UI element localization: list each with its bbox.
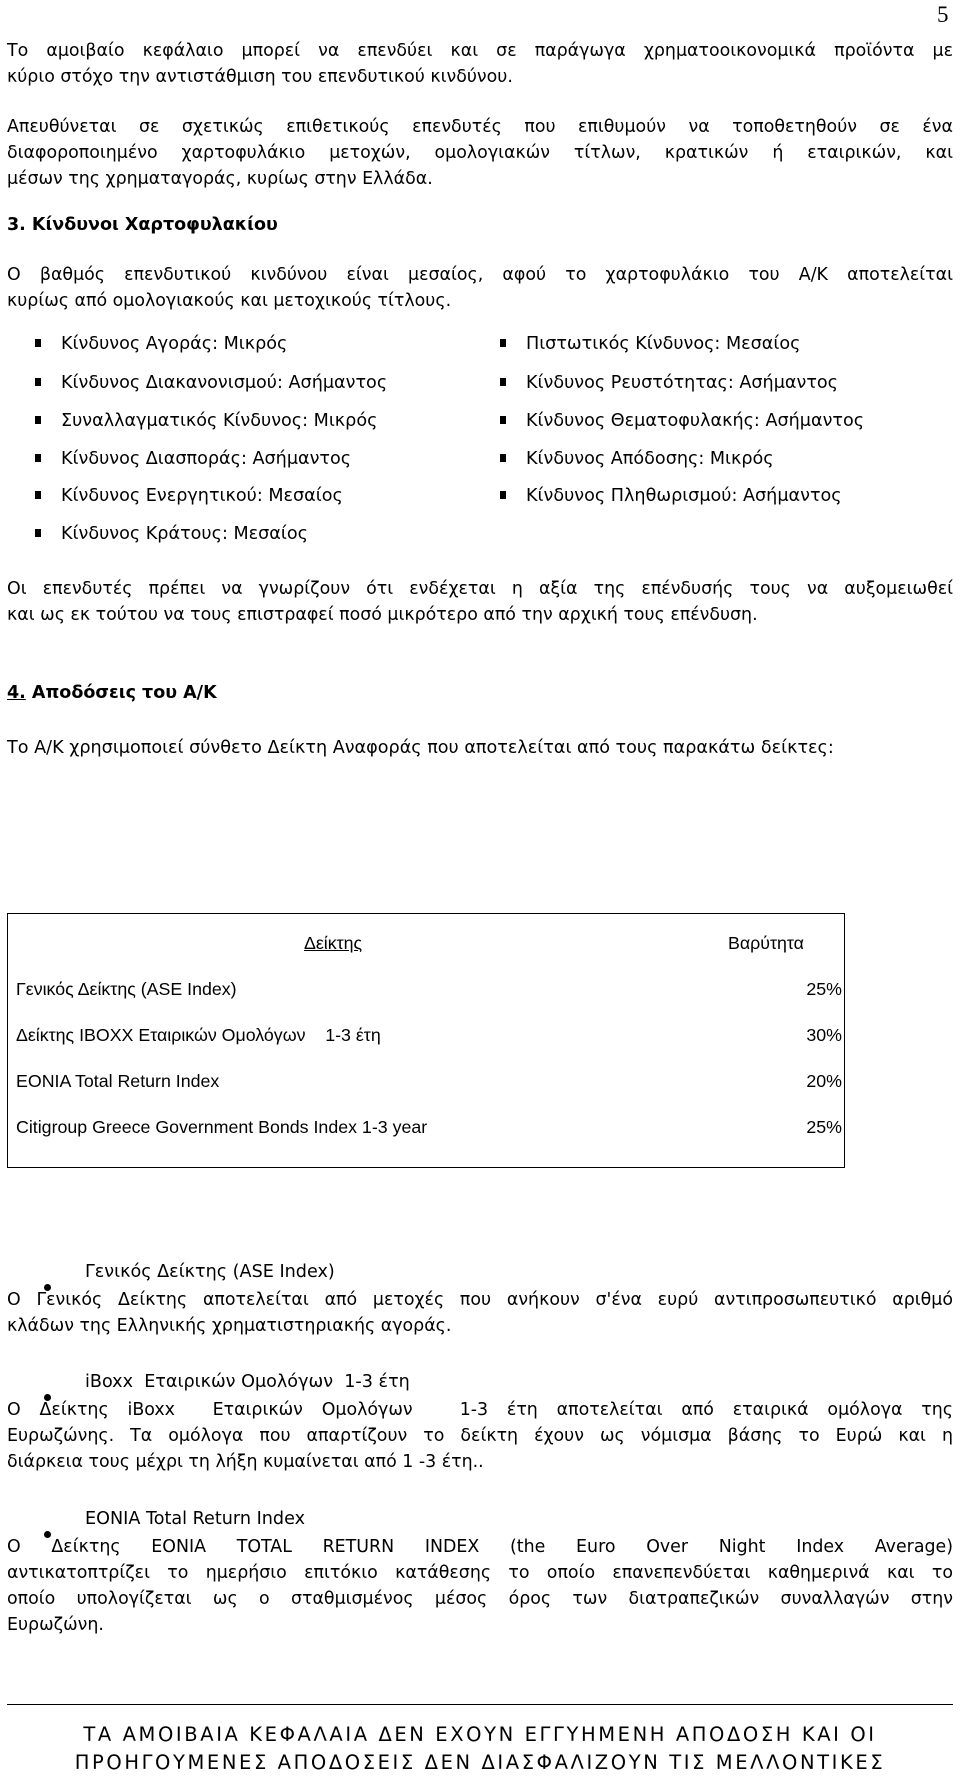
paragraph-line: Απευθύνεται σε σχετικώς επιθετικούς επενδυτές που επιθυμούν να τοποθετηθούν σε ένα: [7, 117, 953, 137]
benchmark-intro: Το Α/Κ χρησιμοποιεί σύνθετο Δείκτη Αναφοράς που αποτελείται από τους παρακάτω δείκτες:: [7, 738, 834, 758]
table-header-weight: Βαρύτητα: [728, 933, 804, 953]
investor-warning-paragraph: [7, 576, 953, 628]
table-cell-weight: 30%: [806, 1025, 842, 1045]
benchmark-table: [7, 913, 845, 1168]
index-title-eonia: EONIA Total Return Index: [85, 1509, 306, 1529]
risk-item-assets: Κίνδυνος Ενεργητικού: Μεσαίος: [35, 486, 343, 506]
table-cell-index: Γενικός Δείκτης (ASE Index): [16, 979, 237, 999]
square-bullet-icon: [500, 454, 506, 462]
risk-item-credit: Πιστωτικός Κίνδυνος: Μεσαίος: [500, 334, 800, 354]
paragraph-line: Ο Δείκτης EONIA TOTAL RETURN INDEX (the Euro Over Night Index Average): [7, 1537, 953, 1557]
square-bullet-icon: [35, 454, 41, 462]
table-header-index: Δείκτης: [304, 933, 363, 953]
target-investors-paragraph: [7, 114, 953, 192]
table-cell-index: Δείκτης IBOXX Εταιρικών Ομολόγων 1-3 έτη: [16, 1025, 381, 1045]
footer-divider: [7, 1704, 953, 1705]
paragraph-line: κύριο στόχο την αντιστάθμιση του επενδυτικού κινδύνου.: [7, 67, 513, 87]
risk-item-performance: Κίνδυνος Απόδοσης: Μικρός: [500, 449, 774, 469]
section-4-heading: 4. Αποδόσεις του Α/Κ: [7, 683, 217, 703]
table-cell-weight: 25%: [806, 1117, 842, 1137]
paragraph-line: Ευρωζώνης. Τα ομόλογα που απαρτίζουν το δείκτη έχουν ως νόμισμα βάσης το Ευρώ και η: [7, 1426, 953, 1446]
table-row: [8, 1117, 844, 1141]
risk-item-market: Κίνδυνος Αγοράς: Μικρός: [35, 334, 287, 354]
paragraph-line: οποίο υπολογίζεται ως ο σταθμισμένος μέσος όρος των διατραπεζικών συναλλαγών στην: [7, 1589, 953, 1609]
table-row: [8, 979, 844, 1003]
square-bullet-icon: [500, 339, 506, 347]
paragraph-line: Οι επενδυτές πρέπει να γνωρίζουν ότι ενδέχεται η αξία της επένδυσής τους να αυξομειωθεί: [7, 579, 953, 599]
paragraph-line: κυρίως από ομολογιακούς και μετοχικούς τίτλους.: [7, 291, 452, 311]
table-cell-weight: 20%: [806, 1071, 842, 1091]
footer-disclaimer-line-2: ΠΡΟΗΓΟΥΜΕΝΕΣ ΑΠΟΔΟΣΕΙΣ ΔΕΝ ΔΙΑΣΦΑΛΙΖΟΥΝ ΤΙΣ ΜΕΛΛΟΝΤΙΚΕΣ: [74, 1751, 886, 1774]
derivatives-paragraph: [7, 38, 953, 90]
index-description-iboxx: [7, 1397, 953, 1475]
square-bullet-icon: [500, 491, 506, 499]
section-3-heading: 3. Κίνδυνοι Χαρτοφυλακίου: [7, 215, 278, 235]
footer-disclaimer-line-1: ΤΑ ΑΜΟΙΒΑΙΑ ΚΕΦΑΛΑΙΑ ΔΕΝ ΕΧΟΥΝ ΕΓΓΥΗΜΕΝΗ ΑΠΟΔΟΣΗ ΚΑΙ ΟΙ: [83, 1723, 877, 1746]
table-cell-weight: 25%: [806, 979, 842, 999]
index-description-ase: [7, 1287, 953, 1339]
square-bullet-icon: [35, 416, 41, 424]
risk-level-paragraph: [7, 262, 953, 314]
table-row: [8, 1025, 844, 1049]
paragraph-line: και ως εκ τούτου να τους επιστραφεί ποσό μικρότερο από την αρχική τους επένδυση.: [7, 605, 758, 625]
square-bullet-icon: [500, 378, 506, 386]
risk-item-sovereign: Κίνδυνος Κράτους: Μεσαίος: [35, 524, 308, 544]
paragraph-line: διαφοροποιημένο χαρτοφυλάκιο μετοχών, ομολογιακών τίτλων, κρατικών ή εταιρικών, και: [7, 143, 953, 163]
square-bullet-icon: [35, 339, 41, 347]
risk-item-inflation: Κίνδυνος Πληθωρισμού: Ασήμαντος: [500, 486, 842, 506]
risk-item-diversification: Κίνδυνος Διασποράς: Ασήμαντος: [35, 449, 351, 469]
index-title-ase: Γενικός Δείκτης (ASE Index): [85, 1262, 335, 1282]
table-row: [8, 1071, 844, 1095]
square-bullet-icon: [500, 416, 506, 424]
square-bullet-icon: [35, 491, 41, 499]
paragraph-line: αντικατοπτρίζει το ημερήσιο επιτόκιο κατάθεσης το οποίο επανεπενδύεται καθημερινά και το: [7, 1563, 953, 1583]
paragraph-line: Ευρωζώνη.: [7, 1615, 104, 1635]
risk-item-currency: Συναλλαγματικός Κίνδυνος: Μικρός: [35, 411, 377, 431]
risk-item-settlement: Κίνδυνος Διακανονισμού: Ασήμαντος: [35, 373, 387, 393]
table-cell-index: Citigroup Greece Government Bonds Index 1-3 year: [16, 1117, 428, 1137]
paragraph-line: Ο Γενικός Δείκτης αποτελείται από μετοχές που ανήκουν σ'ένα ευρύ αντιπροσωπευτικό αριθμό: [7, 1290, 953, 1310]
risk-item-custody: Κίνδυνος Θεματοφυλακής: Ασήμαντος: [500, 411, 864, 431]
paragraph-line: Το αμοιβαίο κεφάλαιο μπορεί να επενδύει και σε παράγωγα χρηματοοικονομικά προϊόντα με: [7, 41, 953, 61]
page-number: 5: [937, 2, 949, 27]
paragraph-line: Ο Δείκτης iBoxx Εταιρικών Ομολόγων 1-3 έτη αποτελείται από εταιρικά ομόλογα της: [7, 1400, 953, 1420]
square-bullet-icon: [35, 378, 41, 386]
index-title-iboxx: iBoxx Εταιρικών Ομολόγων 1-3 έτη: [85, 1372, 410, 1392]
risk-item-liquidity: Κίνδυνος Ρευστότητας: Ασήμαντος: [500, 373, 838, 393]
index-description-eonia: [7, 1534, 953, 1638]
paragraph-line: διάρκεια τους μέχρι τη λήξη κυμαίνεται από 1 -3 έτη..: [7, 1452, 484, 1472]
paragraph-line: κλάδων της Ελληνικής χρηματιστηριακής αγοράς.: [7, 1316, 452, 1336]
table-cell-index: EONIA Total Return Index: [16, 1071, 220, 1091]
paragraph-line: μέσων της χρηματαγοράς, κυρίως στην Ελλάδα.: [7, 169, 433, 189]
square-bullet-icon: [35, 529, 41, 537]
paragraph-line: Ο βαθμός επενδυτικού κινδύνου είναι μεσαίος, αφού το χαρτοφυλάκιο του Α/Κ αποτελείται: [7, 265, 953, 285]
